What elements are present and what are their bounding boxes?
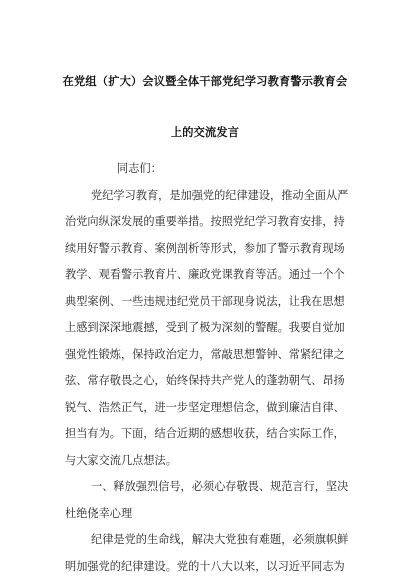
- body-line: 治党向纵深发展的重要举措。按照党纪学习教育安排，持: [65, 215, 345, 228]
- body-line: 锐气、浩然正气，进一步坚定理想信念，做到廉洁自律、: [65, 401, 345, 414]
- body-line: 纪律是党的生命线，解决大党独有难题，必须旗帜鲜: [91, 533, 349, 546]
- section-heading-line: 一、释放强烈信号，必须心存敬畏、规范言行，坚决: [91, 480, 349, 493]
- body-line: 与大家交流几点想法。: [65, 454, 177, 467]
- body-line: 强党性锻炼，保持政治定力，常敲思想警钟、常紧纪律之: [65, 348, 345, 361]
- body-line: 明加强党的纪律建设。党的十八大以来，以习近平同志为: [65, 560, 345, 573]
- body-line: 党纪学习教育，是加强党的纪律建设，推动全面从严: [91, 189, 349, 202]
- body-line: 教学、观看警示教育片、廉政党课教育等活。通过一个个: [65, 268, 345, 281]
- body-line: 弦、常存敬畏之心，始终保持共产党人的蓬勃朝气、昂扬: [65, 374, 345, 387]
- body-line: 担当有为。下面，结合近期的感想收获，结合实际工作，: [65, 427, 345, 440]
- body-line: 典型案例、一些违规违纪党员干部现身说法，让我在思想: [65, 295, 345, 308]
- document-title-line-2: 上的交流发言: [170, 126, 240, 139]
- body-line: 上感到深深地震撼，受到了极为深刻的警醒。我要自觉加: [65, 321, 345, 334]
- section-heading-line: 杜绝侥幸心理: [65, 507, 133, 520]
- body-line: 续用好警示教育、案例剖析等形式，参加了警示教育现场: [65, 242, 345, 255]
- salutation: 同志们：: [117, 162, 162, 175]
- document-title-line-1: 在党组（扩大）会议暨全体干部党纪学习教育警示教育会: [62, 75, 348, 88]
